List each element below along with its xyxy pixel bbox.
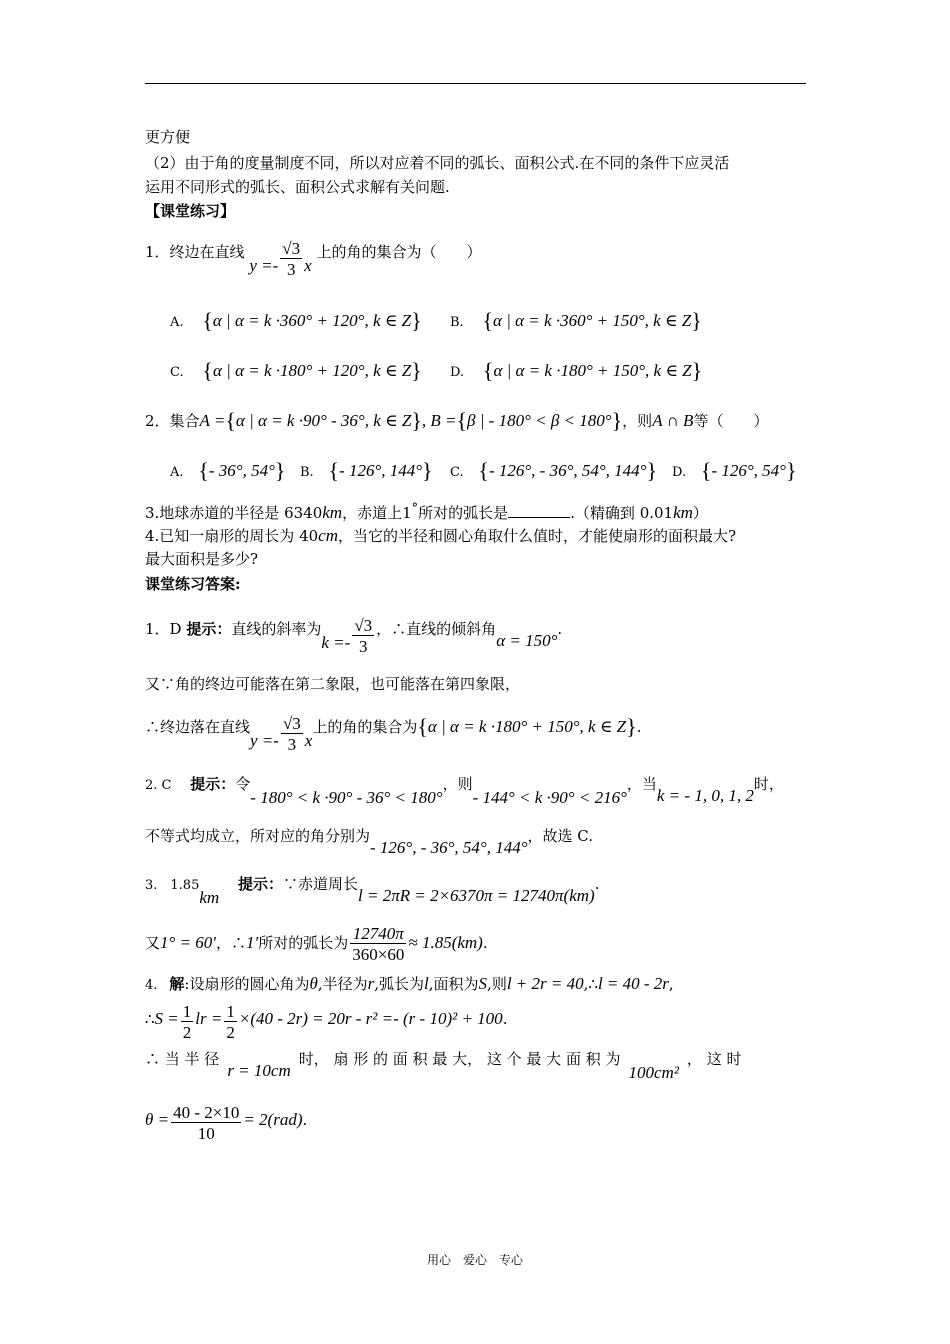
q2-option-d-set: - 126°, 54° [711,461,786,480]
q4-text-b: ，当它的半径和圆心角取什么值时，才能使扇形的面积最大? [338,527,737,545]
a2-inequality-2: - 144° < k ·90° < 216° [472,788,627,807]
q2-set-b-label: , B = [421,411,457,430]
q2-option-b-set: - 126°, 144° [339,461,423,480]
q2-option-d: D. {- 126°, 54°} [672,458,797,483]
header-rule [145,83,806,84]
a4-S: S [478,974,488,993]
a4-half-1-den: 2 [182,1023,192,1042]
a4-theta-frac-num: 40 - 2×10 [173,1103,240,1122]
a2-k-values: k = - 1, 0, 1, 2 [656,786,754,805]
a1-line3-frac-num: √3 [282,714,301,733]
a2-line2-text: 不等式均成立，所对应的角分别为 [145,827,371,845]
q1-option-c: C. {α | α = k ·180° + 120°, k ∈ Z} [170,358,422,383]
a3-one-degree: 1′ [246,933,259,952]
q1-option-b-set: α | α = k ·360° + 150°, k ∈ Z [493,311,692,330]
a4-r-eq: r = 10cm [227,1061,291,1080]
a4-theta-frac-den: 10 [197,1124,215,1143]
a3-frac-num: 12740π [350,925,406,944]
q3-text-4: .（精确到 0.01 [570,504,674,522]
a3-approx: ≈ 1.85(km) [408,933,483,952]
question-4-line-1 [145,527,736,544]
q1-option-b: B. {α | α = k ·360° + 150°, k ∈ Z} [450,308,702,333]
a4-theta-result: = 2(rad) [243,1110,303,1129]
a1-frac-den: 3 [359,637,368,656]
answer-1-line-1 [145,617,562,655]
a1-line3-set: α | α = k ·180° + 150°, k ∈ Z [427,717,627,736]
a3-line2-text-b: ，∴ [216,934,247,952]
q2-prefix: 2．集合 [145,412,200,430]
answer-3-line-1 [145,877,599,906]
a4-half-2-num: 1 [226,1002,235,1021]
option-label: D. [672,465,687,480]
a1-fraction [352,617,374,655]
a1-line3-end: . [636,718,642,736]
a4-text-7: , [668,975,674,993]
a4-half-2 [224,1003,237,1041]
a3-end: . [594,875,600,893]
a1-line3-eq: y =- [250,731,279,750]
question-2: 2．集合A ={α | α = k ·90° - 36°, k ∈ Z}, B ={β | - 180° < β < 180°}，则A ∩ B等（ ） [145,408,769,433]
a4-line3-text-b: 时， 扇 形 的 面 积 最 大， 这 个 最 大 面 积 为 [298,1050,621,1068]
option-label: A. [170,465,184,480]
a1-frac-num: √3 [354,616,373,635]
a1-hint: 提示： [186,620,232,638]
a4-expansion: ×(40 - 2r) = 20r - r² =- (r - 10)² + 100 [238,1009,503,1028]
answer-2-line-1 [145,777,784,806]
q1-eq-lhs: y =- [249,256,279,275]
a4-l: l [424,974,429,993]
q1-option-c-set: α | α = k ·180° + 120°, k ∈ Z [212,361,412,380]
q2-set-b-body: β | - 180° < β < 180° [467,411,612,430]
answer-4-line-1 [145,975,674,992]
note-2-line-2: 运用不同形式的弧长、面积公式求解有关问题. [145,178,450,196]
question-4-line-2: 最大面积是多少? [145,550,259,568]
option-label: A. [170,315,184,330]
a4-text-2: ,半径为 [317,975,368,993]
a3-hint: 提示： [237,875,283,893]
question-3 [145,502,708,521]
answer-2-line-2 [145,829,593,856]
q1-option-d-set: α | α = k ·180° + 150°, k ∈ Z [493,361,692,380]
a3-label: 3. 1.85 [145,878,200,893]
a4-S-eq: S = [154,1009,179,1028]
a1-line3-text-b: 上的角的集合为 [312,718,418,736]
a2-text-2: ，则 [442,775,473,793]
a3-equation: l = 2πR = 2×6370π = 12740π(km) [358,886,595,905]
note-2-line-1: （2）由于角的度量制度不同，所以对应着不同的弧长、面积公式.在不同的条件下应灵活 [145,154,730,172]
a4-lr: lr = [195,1009,223,1028]
a4-theta-fraction [171,1104,241,1142]
a3-line2-text-c: 所对的弧长为 [258,934,349,952]
q2-set-a-body: α | α = k ·90° - 36°, k ∈ Z [235,411,412,430]
a4-text-4: ,面积为 [428,975,479,993]
a4-line3-text-c: ， 这 时 [686,1050,742,1068]
a1-label: 1．D [145,620,182,638]
a4-eq-2: l = 40 - 2r [597,974,669,993]
q3-answer-blank[interactable] [508,517,570,518]
a4-text-5: ,则 [487,975,507,993]
q1-option-d: D. {α | α = k ·180° + 150°, k ∈ Z} [450,358,703,383]
q2-option-c-set: - 126°, - 36°, 54°, 144° [488,461,647,480]
section-practice-heading: 【课堂练习】 [145,202,236,220]
q2-set-a-label: A = [199,411,226,430]
a3-unit: km [199,888,220,907]
a4-text-3: ,弧长为 [374,975,425,993]
a4-theta: θ [309,974,318,993]
continuation-text: 更方便 [145,128,191,146]
q3-text-5: ） [692,504,708,522]
a1-end: . [557,620,563,638]
a2-text-4: 时， [753,775,784,793]
q1-fraction [280,240,302,278]
a1-alpha-eq: α = 150° [496,631,558,650]
a3-text-1: ∵赤道周长 [282,875,358,893]
a1-k-eq: k =- [321,633,351,652]
a2-inequality-1: - 180° < k ·90° - 36° < 180° [250,788,443,807]
a4-line2-end: . [502,1010,508,1028]
page-footer: 用心 爱心 专心 [426,1253,523,1267]
q2-expr: A ∩ B [652,411,694,430]
q3-unit-1: km [322,503,343,522]
q3-text-2: ，赤道上1 [342,504,412,522]
q1-frac-num: √3 [282,239,301,258]
answer-1-line-2: 又∵角的终边可能落在第二象限，也可能落在第四象限， [145,675,521,693]
option-label: C. [450,465,464,480]
option-label: D. [450,365,465,380]
a4-eq-1: l + 2r = 40 [506,974,584,993]
a4-label: 4. [145,978,158,993]
a4-half-1 [181,1003,194,1041]
a3-line2-eq: 1° = 60′ [160,933,217,952]
q3-text-3: 所对的弧长是 [418,504,509,522]
a2-hint: 提示： [190,775,236,793]
q2-option-c: C. {- 126°, - 36°, 54°, 144°} [450,458,658,483]
q2-then: ，则 [622,412,653,430]
a2-angles: - 126°, - 36°, 54°, 144° [370,838,528,857]
a1-line3-frac-den: 3 [287,735,297,754]
q1-option-a-set: α | α = k ·360° + 120°, k ∈ Z [212,311,412,330]
q1-eq-var: x [304,256,312,275]
a3-frac-den: 360×60 [352,945,405,964]
q1-prefix: 1．终边在直线 [145,243,245,261]
a4-solution-label: 解 [169,975,185,993]
a1-text-1: 直线的斜率为 [231,620,322,638]
section-answers-heading: 课堂练习答案: [145,575,241,593]
a2-text-3: ，当 [626,775,657,793]
option-label: B. [450,315,464,330]
a2-line2-text-b: ，故选 C. [527,827,594,845]
q2-option-b: B. {- 126°, 144°} [300,458,433,483]
a1-text-2: ，∴直线的倾斜角 [376,620,497,638]
a3-line2-text: 又 [145,934,161,952]
answer-3-line-2 [145,925,488,963]
a4-r: r [367,974,375,993]
q2-suffix: 等（ ） [693,412,769,430]
a3-line2-end: . [482,934,488,952]
a4-half-2-den: 2 [226,1023,235,1042]
q3-degree: ° [411,501,419,516]
q1-suffix: 上的角的集合为（ ） [316,243,482,261]
q2-option-a-set: - 36°, 54° [208,461,275,480]
answer-4-line-4 [145,1104,307,1142]
q3-unit-2: km [673,503,693,522]
q1-option-a: A. {α | α = k ·360° + 120°, k ∈ Z} [170,308,422,333]
q4-unit: cm [318,526,338,545]
a4-text-1: :设扇形的圆心角为 [184,975,310,993]
answer-1-line-3: ∴终边落在直线y =- $\frac{√3}{3}$ x上的角的集合为{α | α = k ·180° + 150°, k ∈ Z}. [145,714,642,754]
a4-half-1-num: 1 [182,1002,192,1021]
a4-theta-eq: θ = [145,1110,170,1129]
question-1 [145,240,481,278]
a4-line4-end: . [302,1111,308,1129]
answer-4-line-2 [145,1003,507,1041]
option-label: B. [300,465,314,480]
q3-text-1: 3.地球赤道的半径是 6340 [145,504,323,522]
a3-fraction [350,925,406,963]
q4-text-a: 4.已知一扇形的周长为 40 [145,527,319,545]
a1-line3-text: ∴终边落在直线 [145,718,251,736]
a4-text-6: ,∴ [583,975,598,993]
q1-frac-den: 3 [286,260,296,279]
a4-line2-text: ∴ [145,1010,155,1028]
a4-area: 100cm² [628,1063,679,1082]
a1-line3-fraction [281,715,303,753]
option-label: C. [170,365,184,380]
a1-line3-var: x [304,731,313,750]
q2-option-a: A. {- 36°, 54°} [170,458,286,483]
a2-label: 2. C [145,778,172,793]
answer-4-line-3 [145,1052,741,1081]
a4-line3-text: ∴ 当 半 径 [145,1050,220,1068]
a2-text-1: 令 [235,775,251,793]
